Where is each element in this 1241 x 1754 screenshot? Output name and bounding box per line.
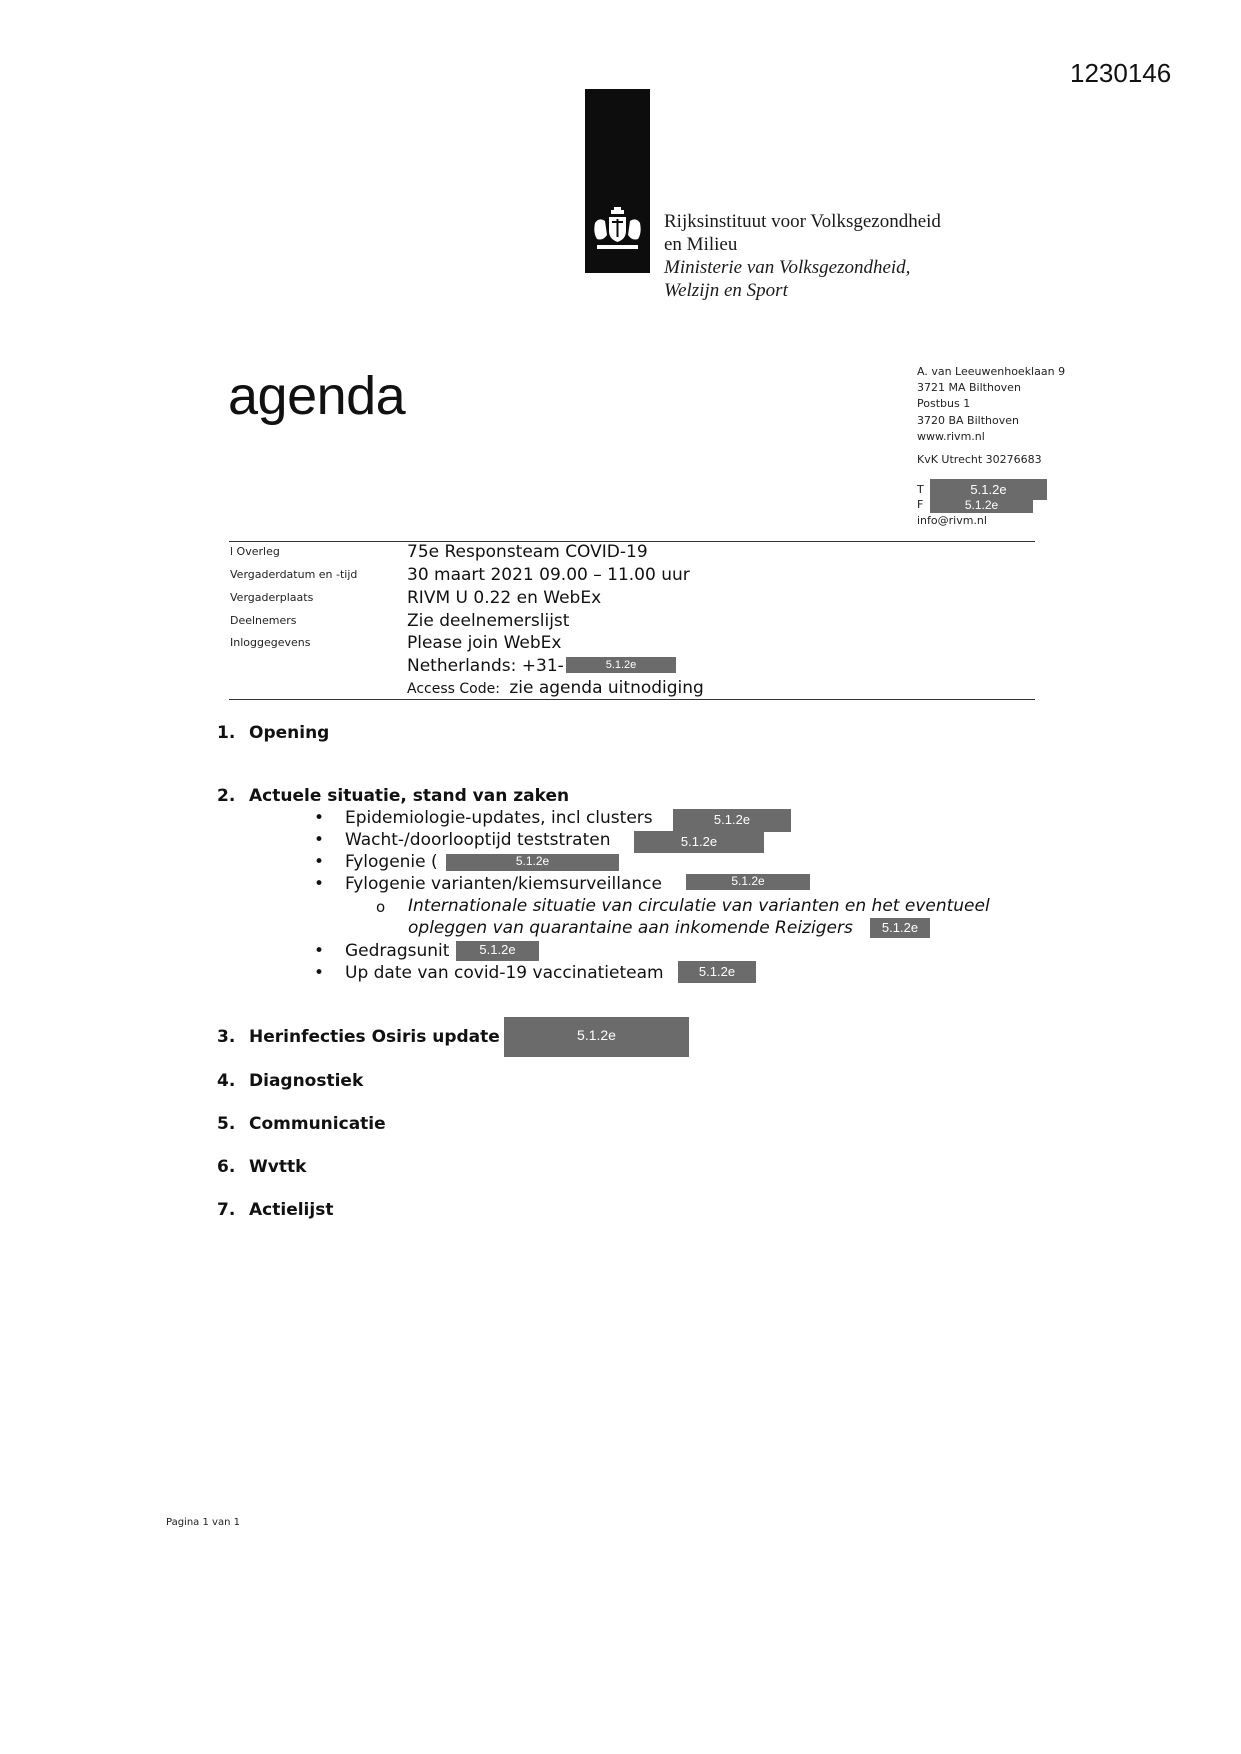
document-number: 1230146 xyxy=(1070,58,1172,88)
bullet-icon: • xyxy=(314,874,325,894)
agenda-item-label: Diagnostiek xyxy=(249,1071,364,1091)
subitem-label: Fylogenie varianten/kiemsurveillance xyxy=(345,874,662,894)
redaction-reizigers: 5.1.2e xyxy=(870,918,930,938)
page-footer: Pagina 1 van 1 xyxy=(166,1517,240,1528)
address-postbus-city: 3720 BA Bilthoven xyxy=(917,413,1019,427)
agenda-item-2 xyxy=(217,786,569,806)
meta-label-deelnemers: Deelnemers xyxy=(230,614,297,627)
subitem-fylogenie xyxy=(314,852,438,872)
subitem-vaccinatieteam xyxy=(314,963,664,983)
access-code-value: zie agenda uitnodiging xyxy=(509,678,704,698)
meta-label-datum: Vergaderdatum en -tijd xyxy=(230,568,358,581)
meta-value-datum: 30 maart 2021 09.00 – 11.00 uur xyxy=(407,565,690,585)
meta-value-plaats: RIVM U 0.22 en WebEx xyxy=(407,588,602,608)
agenda-item-3 xyxy=(217,1027,500,1047)
subitem-wachttijd xyxy=(314,830,610,850)
agenda-item-number: 2. xyxy=(217,786,236,806)
bullet-icon: • xyxy=(314,852,325,872)
fax-label: F xyxy=(917,498,924,511)
org-line-1: Rijksinstituut voor Volksgezondheid xyxy=(664,211,941,232)
ministry-line-2: Welzijn en Sport xyxy=(664,280,788,301)
subitem-label: Gedragsunit xyxy=(345,941,450,961)
agenda-item-number: 7. xyxy=(217,1200,236,1220)
agenda-item-5 xyxy=(217,1114,386,1134)
address-kvk: KvK Utrecht 30276683 xyxy=(917,453,1042,467)
agenda-item-number: 6. xyxy=(217,1157,236,1177)
meta-access-line xyxy=(407,678,704,698)
agenda-item-4 xyxy=(217,1071,363,1091)
redaction-epidemiologie: 5.1.2e xyxy=(673,809,791,832)
agenda-item-label: Herinfecties Osiris update xyxy=(249,1027,500,1047)
meta-label-inlog: Inloggegevens xyxy=(230,636,311,649)
redaction-gedragsunit: 5.1.2e xyxy=(456,941,539,961)
agenda-item-label: Communicatie xyxy=(249,1114,386,1134)
agenda-item-number: 5. xyxy=(217,1114,236,1134)
agenda-item-label: Actuele situatie, stand van zaken xyxy=(249,786,570,806)
org-line-2: en Milieu xyxy=(664,234,738,255)
meta-value-inlog: Please join WebEx xyxy=(407,633,562,653)
agenda-item-label: Wvttk xyxy=(249,1157,307,1177)
subitem-gedragsunit xyxy=(314,941,449,961)
agenda-item-6 xyxy=(217,1157,306,1177)
subsubitem-line-2: opleggen van quarantaine aan inkomende Reizigers xyxy=(408,918,853,938)
redaction-kiemsurveillance: 5.1.2e xyxy=(686,874,810,890)
subitem-kiemsurveillance xyxy=(314,874,662,894)
ministry-line-1: Ministerie van Volksgezondheid, xyxy=(664,257,911,278)
address-email: info@rivm.nl xyxy=(917,514,987,527)
address-street: A. van Leeuwenhoeklaan 9 xyxy=(917,365,1066,378)
redaction-fax: 5.1.2e xyxy=(930,498,1033,513)
page-title: agenda xyxy=(228,366,406,426)
sub-bullet-icon: o xyxy=(376,898,386,916)
agenda-item-1 xyxy=(217,723,329,743)
address-postbus: Postbus 1 xyxy=(917,397,971,411)
bullet-icon: • xyxy=(314,808,325,828)
agenda-item-7 xyxy=(217,1200,333,1220)
meta-label-plaats: Vergaderplaats xyxy=(230,591,314,604)
address-postcode: 3721 MA Bilthoven xyxy=(917,381,1021,395)
meta-value-overleg: 75e Responsteam COVID-19 xyxy=(407,542,648,562)
subitem-label: Wacht-/doorlooptijd teststraten xyxy=(345,830,611,850)
bullet-icon: • xyxy=(314,963,325,983)
agenda-item-label: Opening xyxy=(249,723,330,743)
rijksoverheid-logo xyxy=(585,89,650,273)
redaction-phone: 5.1.2e xyxy=(930,479,1047,500)
meta-phone-line: Netherlands: +31- xyxy=(407,656,564,676)
redaction-fylogenie: 5.1.2e xyxy=(446,854,619,871)
subitem-label: Fylogenie ( xyxy=(345,852,438,872)
phone-label: T xyxy=(917,483,924,496)
redaction-webex-phone: 5.1.2e xyxy=(566,657,676,673)
agenda-item-number: 1. xyxy=(217,723,236,743)
address-website: www.rivm.nl xyxy=(917,429,985,443)
subitem-epidemiologie xyxy=(314,808,653,828)
agenda-item-number: 4. xyxy=(217,1071,236,1091)
divider-bottom xyxy=(229,699,1035,700)
subitem-label: Epidemiologie-updates, incl clusters xyxy=(345,808,653,828)
subsubitem-line-1: Internationale situatie van circulatie van varianten en het eventueel xyxy=(408,896,990,916)
meta-value-deelnemers: Zie deelnemerslijst xyxy=(407,611,570,631)
access-code-label: Access Code: xyxy=(407,681,500,697)
subitem-label: Up date van covid-19 vaccinatieteam xyxy=(345,963,664,983)
redaction-vaccinatieteam: 5.1.2e xyxy=(678,961,756,983)
organisation-name xyxy=(664,210,941,302)
redaction-herinfecties: 5.1.2e xyxy=(504,1017,689,1057)
meta-label-overleg: l Overleg xyxy=(230,545,280,558)
agenda-item-label: Actielijst xyxy=(249,1200,334,1220)
redaction-wachttijd: 5.1.2e xyxy=(634,831,764,853)
coat-of-arms-icon xyxy=(589,205,646,255)
address-block xyxy=(917,364,1065,468)
agenda-item-number: 3. xyxy=(217,1027,236,1047)
bullet-icon: • xyxy=(314,830,325,850)
bullet-icon: • xyxy=(314,941,325,961)
